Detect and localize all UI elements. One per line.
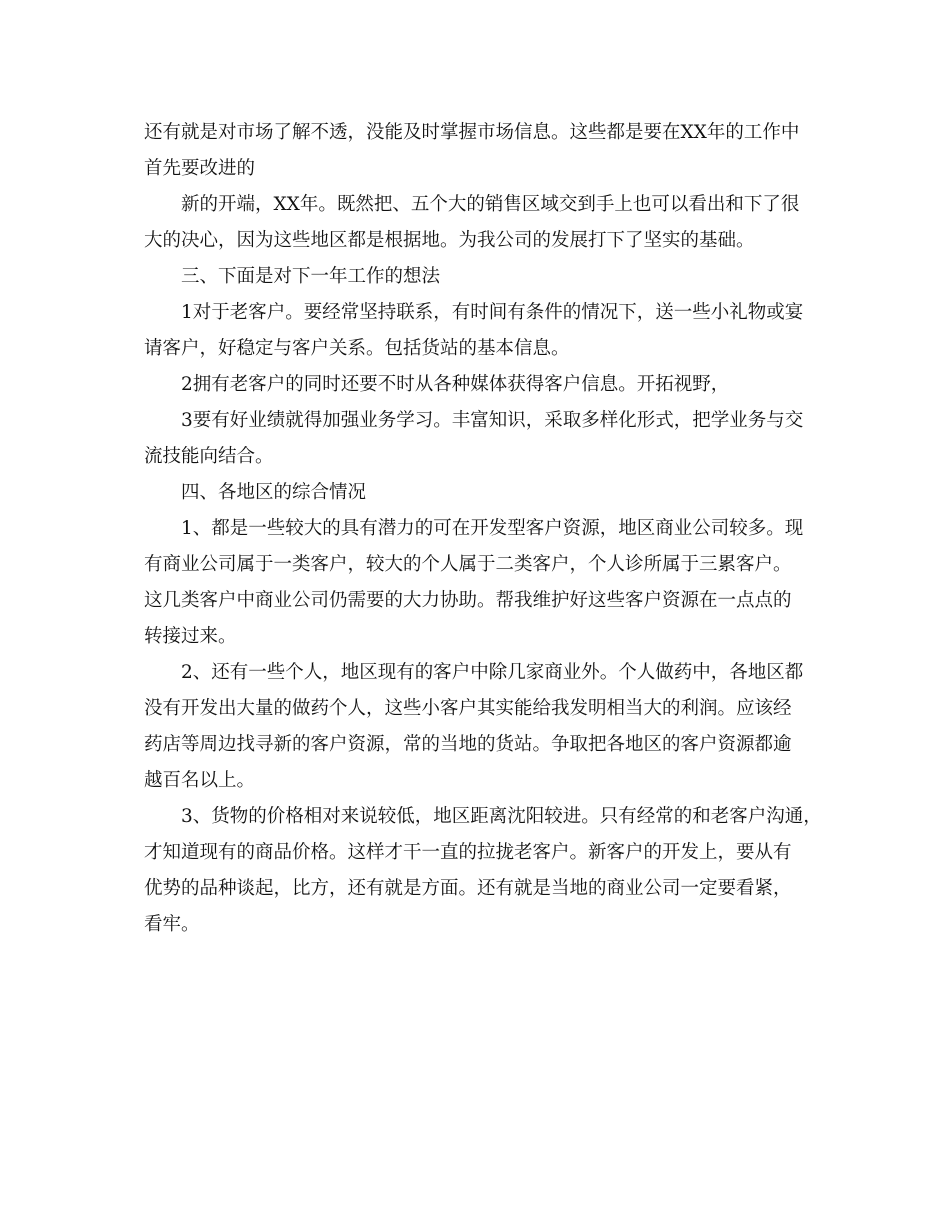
text-line: 大的决心，因为这些地区都是根据地。为我公司的发展打下了坚实的基础。 (144, 230, 755, 251)
text-line: 首先要改进的 (144, 158, 256, 179)
text-line: 优势的品种谈起，比方，还有就是方面。还有就是当地的商业公司一定要看紧， (144, 878, 792, 899)
text-line: 没有开发出大量的做药个人，这些小客户其实能给我发明相当大的利润。应该经 (144, 698, 792, 719)
document-body (144, 115, 834, 943)
paragraph-start-line: 2、还有一些个人，地区现有的客户中除几家商业外。个人做药中，各地区都 (181, 662, 804, 683)
text-line: 才知道现有的商品价格。这样才干一直的拉拢老客户。新客户的开发上，要从有 (144, 842, 792, 863)
text-line: 转接过来。 (144, 626, 237, 647)
section-heading-4: 四、各地区的综合情况 (181, 482, 367, 503)
text-line: 看牢。 (144, 914, 200, 935)
paragraph-start-line: 1对于老客户。要经常坚持联系，有时间有条件的情况下，送一些小礼物或宴 (181, 302, 804, 323)
paragraph-start-line: 1、都是一些较大的具有潜力的可在开发型客户资源，地区商业公司较多。现 (181, 518, 804, 539)
paragraph-start-line: 3、货物的价格相对来说较低，地区距离沈阳较进。只有经常的和老客户沟通， (181, 806, 822, 827)
text-line: 药店等周边找寻新的客户资源，常的当地的货站。争取把各地区的客户资源都逾 (144, 734, 792, 755)
paragraph-start-line: 2拥有老客户的同时还要不时从各种媒体获得客户信息。开拓视野， (181, 374, 730, 395)
text-line: 还有就是对市场了解不透，没能及时掌握市场信息。这些都是要在XX年的工作中 (144, 122, 800, 143)
text-line: 流技能向结合。 (144, 446, 274, 467)
text-line: 请客户，好稳定与客户关系。包括货站的基本信息。 (144, 338, 570, 359)
text-line: 有商业公司属于一类客户，较大的个人属于二类客户，个人诊所属于三累客户。 (144, 554, 792, 575)
section-heading-3: 三、下面是对下一年工作的想法 (181, 266, 441, 287)
text-line: 这几类客户中商业公司仍需要的大力协助。帮我维护好这些客户资源在一点点的 (144, 590, 792, 611)
paragraph-start-line: 新的开端，XX年。既然把、五个大的销售区域交到手上也可以看出和下了很 (181, 194, 800, 215)
paragraph-start-line: 3要有好业绩就得加强业务学习。丰富知识，采取多样化形式，把学业务与交 (181, 410, 804, 431)
text-line: 越百名以上。 (144, 770, 256, 791)
